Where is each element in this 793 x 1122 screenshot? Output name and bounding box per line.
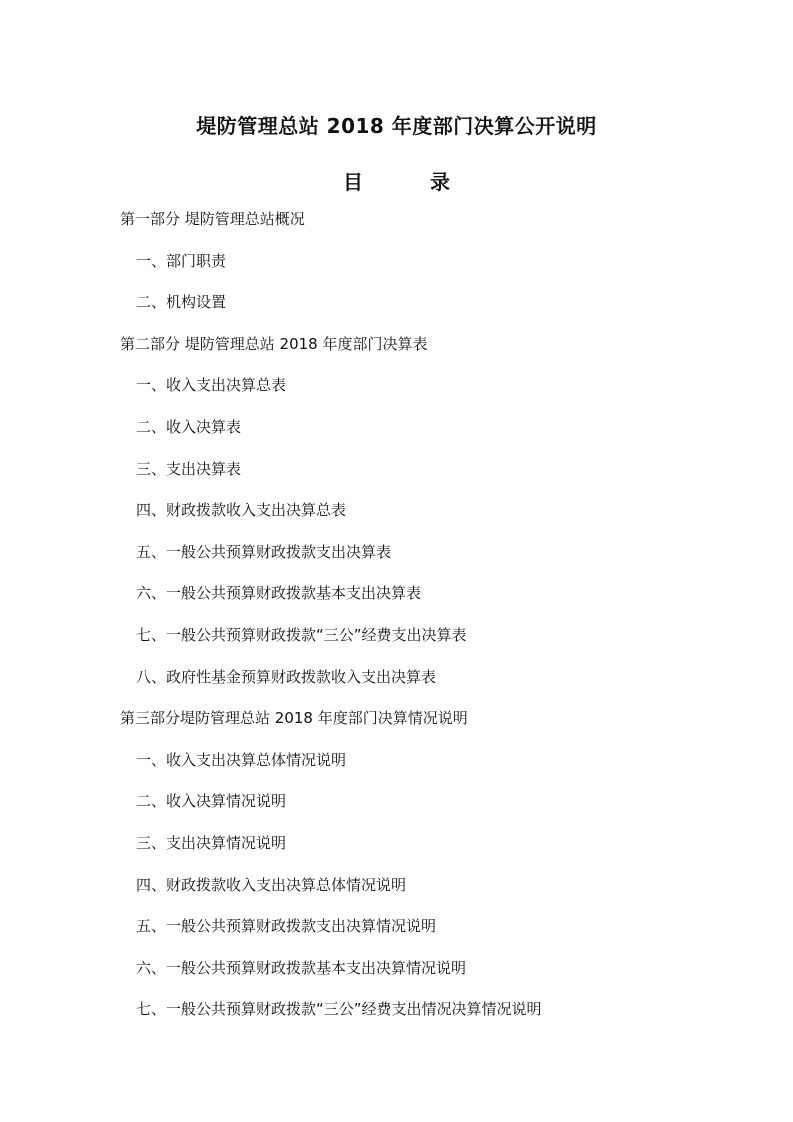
toc-item: 三、支出决算表 [136, 459, 242, 478]
toc-part-3: 第三部分堤防管理总站 2018 年度部门决算情况说明 [120, 709, 468, 728]
toc-item: 五、一般公共预算财政拨款支出决算表 [136, 542, 392, 561]
table-of-contents [120, 208, 542, 1040]
toc-item: 二、收入决算情况说明 [136, 792, 287, 811]
toc-item: 一、收入支出决算总体情况说明 [136, 750, 347, 769]
toc-item: 八、政府性基金预算财政拨款收入支出决算表 [136, 667, 437, 686]
toc-part-2: 第二部分 堤防管理总站 2018 年度部门决算表 [120, 334, 428, 353]
toc-item: 三、支出决算情况说明 [136, 833, 287, 852]
toc-item: 二、机构设置 [136, 293, 227, 312]
toc-part-1: 第一部分 堤防管理总站概况 [120, 210, 305, 228]
toc-item: 一、收入支出决算总表 [136, 376, 287, 395]
toc-item: 六、一般公共预算财政拨款基本支出决算情况说明 [136, 958, 467, 977]
toc-item: 二、收入决算表 [136, 417, 242, 436]
toc-item: 四、财政拨款收入支出决算总体情况说明 [136, 875, 407, 894]
document-title: 堤防管理总站 2018 年度部门决算公开说明 [196, 114, 597, 138]
toc-item: 四、财政拨款收入支出决算总表 [136, 501, 347, 520]
toc-item: 五、一般公共预算财政拨款支出决算情况说明 [136, 917, 437, 936]
toc-item: 七、一般公共预算财政拨款“三公”经费支出决算表 [136, 625, 467, 644]
toc-item: 六、一般公共预算财政拨款基本支出决算表 [136, 584, 422, 603]
toc-item: 七、一般公共预算财政拨款“三公”经费支出情况决算情况说明 [136, 1000, 542, 1019]
toc-heading: 目 录 [343, 170, 480, 194]
toc-item: 一、部门职责 [136, 251, 227, 270]
